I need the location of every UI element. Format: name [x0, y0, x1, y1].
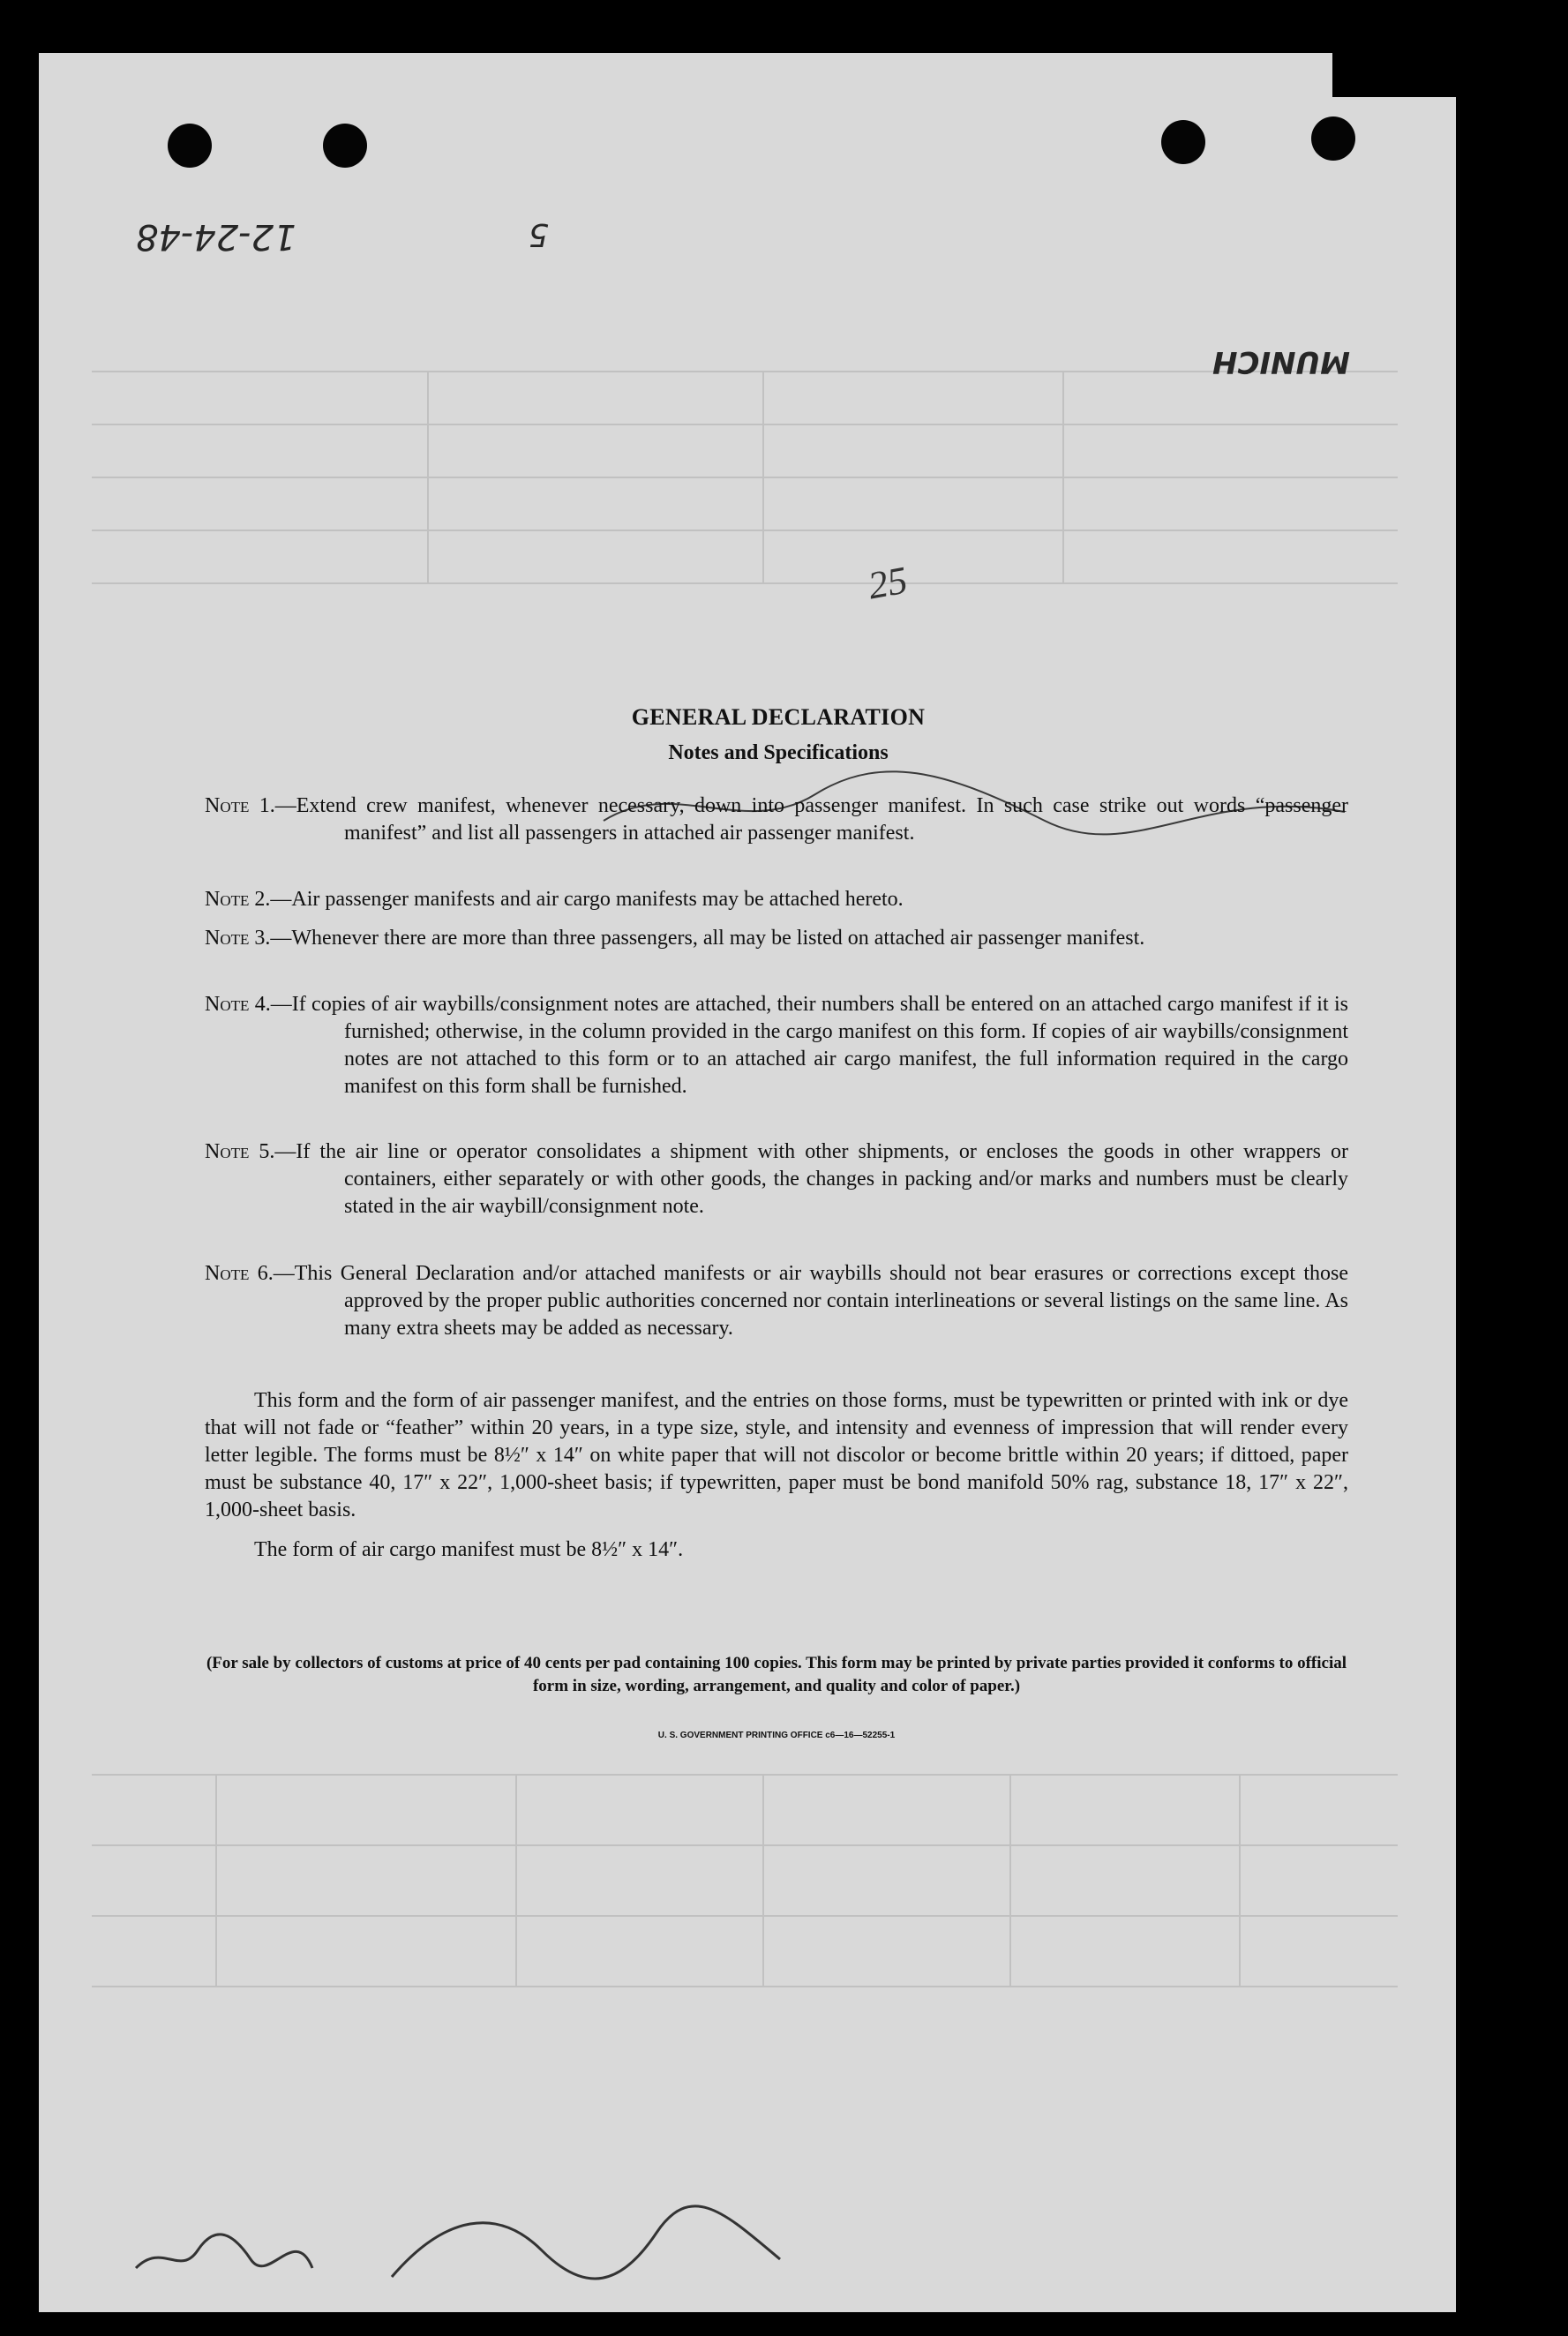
note-5: Note 5.—If the air line or operator consolidates a shipment with other shipments, or encloses the goods in other wrappers or containers, either separately or with other goods, the changes in packing and/or marks and numbers must be clearly stated in the air waybill/consignment note.	[205, 1140, 1348, 1218]
note-text: Air passenger manifests and air cargo manifests may be attached hereto.	[291, 888, 904, 911]
note-text: Extend crew manifest, whenever necessary, down into passenger manifest. In such case strike out words “passenger manifest” and list all passengers in attached air passenger manifest.	[296, 794, 1348, 845]
page-subtitle: Notes and Specifications	[668, 741, 889, 764]
show-through-line	[515, 1774, 517, 1986]
show-through-line	[92, 530, 1398, 531]
note-label: Note 4.	[205, 993, 271, 1016]
punch-hole	[323, 124, 367, 168]
note-label: Note 6.	[205, 1262, 274, 1285]
handwritten-mark: 25	[865, 558, 911, 608]
handwritten-flight-mark: 5	[529, 216, 549, 252]
note-label: Note 3.	[205, 927, 271, 950]
cargo-manifest-size: The form of air cargo manifest must be 8½″ x 14″.	[254, 1538, 684, 1561]
signature-squiggle	[127, 2197, 798, 2295]
show-through-line	[92, 1844, 1398, 1846]
show-through-line	[92, 371, 1398, 372]
show-through-line	[92, 1774, 1398, 1776]
sale-notice: (For sale by collectors of customs at price of 40 cents per pad containing 100 copies. This form may be printed by private parties provided it conforms to official form in size, wording, arrangement, and quality and color of paper.)	[206, 1654, 1347, 1695]
punch-hole	[1311, 116, 1355, 161]
torn-corner	[1332, 53, 1456, 97]
note-label: Note 2.	[205, 888, 271, 911]
note-4: Note 4.—If copies of air waybills/consignment notes are attached, their numbers shall be entered on an attached cargo manifest if it is furnished; otherwise, in the column provided in the cargo manifest on this form. If copies of air waybills/consignment notes are not attached to this form or to an attached air cargo manifest, the full information required in the cargo manifest on this form shall be furnished.	[205, 993, 1348, 1098]
show-through-line	[1239, 1774, 1241, 1986]
show-through-line	[762, 1774, 764, 1986]
specifications-paragraph: This form and the form of air passenger manifest, and the entries on those forms, must be typewritten or printed with ink or dye that will not fade or “feather” within 20 years, in a type size, style, and intensity and evenness of impression that will render every letter legible. The forms must be 8½″ x 14″ on white paper that will not discolor or become brittle within 20 years; if dittoed, paper must be substance 40, 17″ x 22″, 1,000-sheet basis; if typewritten, paper must be bond manifold 50% rag, substance 18, 17″ x 22″, 1,000-sheet basis.	[205, 1389, 1348, 1521]
punch-hole	[1161, 120, 1205, 164]
note-1: Note 1.—Extend crew manifest, whenever necessary, down into passenger manifest. In such case strike out words “passenger manifest” and list all passengers in attached air passenger manifest.	[205, 794, 1348, 845]
handwritten-city: MUNICH	[1212, 344, 1350, 379]
show-through-line	[92, 1986, 1398, 1987]
document-page	[39, 53, 1456, 2312]
note-label: Note 1.	[205, 794, 275, 817]
show-through-line	[427, 371, 429, 582]
note-2: Note 2.—Air passenger manifests and air cargo manifests may be attached hereto.	[205, 888, 904, 911]
note-label: Note 5.	[205, 1140, 275, 1163]
punch-hole	[168, 124, 212, 168]
note-3: Note 3.—Whenever there are more than three passengers, all may be listed on attached air passenger manifest.	[205, 927, 1145, 950]
page-title: GENERAL DECLARATION	[631, 704, 926, 730]
note-text: If the air line or operator consolidates a shipment with other shipments, or encloses the goods in other wrappers or containers, either separately or with other goods, the changes in packing and/or marks and numbers must be clearly stated in the air waybill/consignment note.	[296, 1140, 1348, 1218]
note-6: Note 6.—This General Declaration and/or attached manifests or air waybills should not bear erasures or corrections except those approved by the proper public authorities concerned nor contain interlineations or several listings on the same line. As many extra sheets may be added as necessary.	[205, 1262, 1348, 1340]
printer-imprint: U. S. GOVERNMENT PRINTING OFFICE c6—16—52255-1	[657, 1731, 896, 1740]
show-through-line	[1062, 371, 1064, 582]
show-through-line	[1009, 1774, 1011, 1986]
note-text: Whenever there are more than three passengers, all may be listed on attached air passenger manifest.	[291, 927, 1145, 950]
show-through-line	[92, 477, 1398, 478]
note-text: This General Declaration and/or attached manifests or air waybills should not bear erasures or corrections except those approved by the proper public authorities concerned nor contain interlineations or several listings on the same line. As many extra sheets may be added as necessary.	[294, 1262, 1348, 1340]
show-through-line	[92, 424, 1398, 425]
show-through-line	[92, 582, 1398, 584]
handwritten-date: 12-24-48	[136, 216, 296, 257]
show-through-line	[215, 1774, 217, 1986]
show-through-line	[92, 1915, 1398, 1917]
show-through-line	[762, 371, 764, 582]
note-text: If copies of air waybills/consignment notes are attached, their numbers shall be entered on an attached cargo manifest if it is furnished; otherwise, in the column provided in the cargo manifest on this form. If copies of air waybills/consignment notes are not attached to this form or to an attached air cargo manifest, the full information required in the cargo manifest on this form shall be furnished.	[291, 993, 1348, 1098]
